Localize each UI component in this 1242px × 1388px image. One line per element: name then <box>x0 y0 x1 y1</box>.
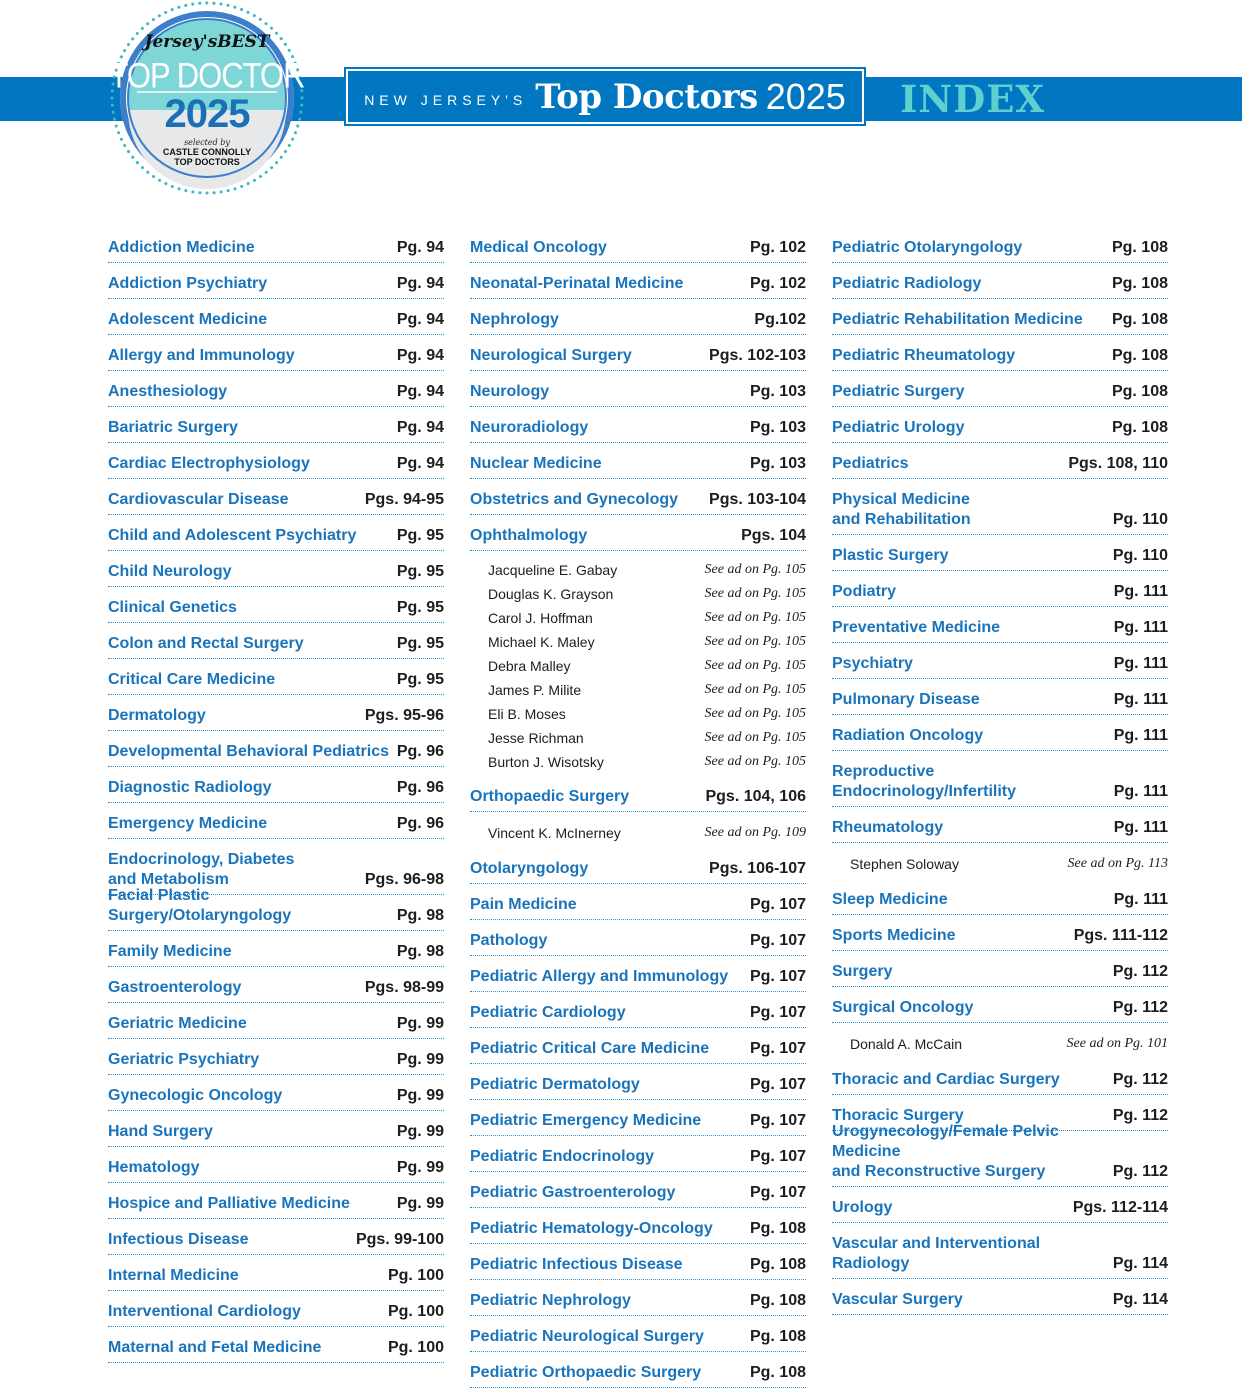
doctor-listing <box>470 605 806 629</box>
page-reference: Pg. 95 <box>396 635 444 652</box>
doctor-listing <box>832 843 1168 879</box>
page-reference: Pg. 95 <box>396 599 444 616</box>
doctor-listing <box>470 749 806 776</box>
index-entry <box>832 1123 1168 1187</box>
specialty-name: Pediatric Hematology-Oncology <box>470 1220 713 1237</box>
page-reference: Pg. 112 <box>1112 1107 1168 1124</box>
index-entry <box>470 407 806 443</box>
page-reference: Pg. 99 <box>396 1123 444 1140</box>
doctor-listing <box>470 725 806 749</box>
index-entry <box>832 227 1168 263</box>
index-entry <box>470 1352 806 1388</box>
title-kicker: NEW JERSEY'S <box>364 91 528 108</box>
specialty-name: Colon and Rectal Surgery <box>108 635 304 652</box>
page-reference: Pg. 94 <box>396 419 444 436</box>
specialty-name: Thoracic Surgery <box>832 1107 964 1124</box>
page-reference: Pg. 108 <box>749 1328 806 1345</box>
index-entry <box>470 776 806 812</box>
page-reference: Pg. 99 <box>396 1195 444 1212</box>
specialty-name: Vascular and Interventional Radiology <box>832 1235 1041 1272</box>
index-entry <box>108 299 444 335</box>
index-entry <box>470 1172 806 1208</box>
page-reference: Pg. 108 <box>749 1256 806 1273</box>
page-reference: Pg. 96 <box>396 743 444 760</box>
page-reference: Pg. 112 <box>1112 1163 1168 1180</box>
specialty-name: Addiction Medicine <box>108 239 255 256</box>
page-reference: Pg. 96 <box>396 779 444 796</box>
specialty-name: Pediatric Emergency Medicine <box>470 1112 702 1129</box>
index-entry <box>470 1100 806 1136</box>
specialty-name: Developmental Behavioral Pediatrics <box>108 743 389 760</box>
specialty-name: Ophthalmology <box>470 527 588 544</box>
specialty-name: Maternal and Fetal Medicine <box>108 1339 322 1356</box>
page-reference: Pg. 95 <box>396 563 444 580</box>
specialty-name: Hand Surgery <box>108 1123 213 1140</box>
specialty-name: Internal Medicine <box>108 1267 239 1284</box>
index-entry <box>832 1279 1168 1315</box>
specialty-name: Nephrology <box>470 311 559 328</box>
specialty-name: Pediatric Allergy and Immunology <box>470 968 729 985</box>
page-reference: Pgs. 96-98 <box>364 871 444 888</box>
index-entry <box>108 931 444 967</box>
index-entry <box>470 263 806 299</box>
specialty-name: Pediatric Infectious Disease <box>470 1256 683 1273</box>
index-entry <box>108 1291 444 1327</box>
index-entry <box>832 915 1168 951</box>
index-entry <box>470 848 806 884</box>
title-year: 2025 <box>765 75 846 117</box>
page-reference: Pg. 108 <box>1111 239 1168 256</box>
badge-selected-by: selected by <box>184 138 230 147</box>
specialty-name: Thoracic and Cardiac Surgery <box>832 1071 1060 1088</box>
page-reference: Pgs. 112-114 <box>1072 1199 1168 1216</box>
doctor-name: Michael K. Maley <box>488 634 595 650</box>
page-reference: Pg. 94 <box>396 275 444 292</box>
index-entry <box>832 715 1168 751</box>
specialty-name: Infectious Disease <box>108 1231 249 1248</box>
specialty-name: Neurological Surgery <box>470 347 632 364</box>
specialty-name: Pathology <box>470 932 548 949</box>
page-reference: Pg. 111 <box>1113 583 1168 600</box>
page-reference: Pgs. 99-100 <box>355 1231 444 1248</box>
index-entry <box>832 951 1168 987</box>
index-entry <box>108 1183 444 1219</box>
specialty-name: Anesthesiology <box>108 383 228 400</box>
page-reference: Pg. 107 <box>749 1148 806 1165</box>
index-entry <box>832 879 1168 915</box>
index-entry <box>470 956 806 992</box>
page-reference: Pg. 98 <box>396 943 444 960</box>
specialty-name: Neonatal-Perinatal Medicine <box>470 275 684 292</box>
doctor-listing <box>470 581 806 605</box>
index-entry <box>470 443 806 479</box>
specialty-name: Pediatric Dermatology <box>470 1076 640 1093</box>
doctor-name: Vincent K. McInerney <box>488 825 621 841</box>
page-reference: Pg. 110 <box>1112 511 1168 528</box>
doctor-name: Stephen Soloway <box>850 856 959 872</box>
index-entry <box>832 679 1168 715</box>
specialty-name: Urogynecology/Female Pelvic Medicine and Reconstructive Surgery <box>832 1123 1059 1180</box>
index-entry <box>108 1039 444 1075</box>
doctor-listing <box>470 677 806 701</box>
index-entry <box>470 1028 806 1064</box>
page-reference: Pg. 107 <box>749 1112 806 1129</box>
page-reference: Pg. 100 <box>387 1267 444 1284</box>
specialty-name: Child and Adolescent Psychiatry <box>108 527 357 544</box>
index-entry <box>108 967 444 1003</box>
index-entry <box>108 1327 444 1363</box>
page-reference: Pg. 103 <box>749 419 806 436</box>
ad-reference: See ad on Pg. 105 <box>704 658 806 673</box>
doctor-name: Debra Malley <box>488 658 571 674</box>
specialty-name: Diagnostic Radiology <box>108 779 272 796</box>
ad-reference: See ad on Pg. 109 <box>704 825 806 840</box>
index-entry <box>832 643 1168 679</box>
index-entry <box>108 1075 444 1111</box>
index-entry <box>470 479 806 515</box>
specialty-name: Pediatric Radiology <box>832 275 982 292</box>
page-reference: Pg. 102 <box>749 239 806 256</box>
page-reference: Pgs. 103-104 <box>709 491 806 508</box>
page-reference: Pg. 107 <box>749 1076 806 1093</box>
specialty-name: Emergency Medicine <box>108 815 268 832</box>
doctor-listing <box>470 701 806 725</box>
page-reference: Pg. 114 <box>1112 1291 1168 1308</box>
specialty-name: Geriatric Psychiatry <box>108 1051 260 1068</box>
index-entry <box>832 479 1168 535</box>
specialty-name: Hematology <box>108 1159 200 1176</box>
ad-reference: See ad on Pg. 105 <box>704 586 806 601</box>
index-entry <box>832 335 1168 371</box>
page-reference: Pg. 111 <box>1113 819 1168 836</box>
index-entry <box>108 263 444 299</box>
page-reference: Pgs. 95-96 <box>364 707 444 724</box>
specialty-name: Clinical Genetics <box>108 599 237 616</box>
page-reference: Pg.102 <box>754 311 806 328</box>
badge-year: 2025 <box>164 92 250 136</box>
specialty-name: Pediatric Urology <box>832 419 965 436</box>
ad-reference: See ad on Pg. 105 <box>704 610 806 625</box>
doctor-name: James P. Milite <box>488 682 582 698</box>
index-entry <box>108 1219 444 1255</box>
specialty-name: Pediatric Neurological Surgery <box>470 1328 704 1345</box>
doctor-listing <box>470 551 806 581</box>
index-entry <box>470 335 806 371</box>
specialty-name: Pediatric Gastroenterology <box>470 1184 676 1201</box>
specialty-name: Psychiatry <box>832 655 913 672</box>
specialty-name: Pediatric Orthopaedic Surgery <box>470 1364 702 1381</box>
specialty-name: Pediatric Rheumatology <box>832 347 1016 364</box>
index-entry <box>470 1136 806 1172</box>
specialty-name: Orthopaedic Surgery <box>470 788 630 805</box>
page-reference: Pgs. 104, 106 <box>705 788 806 805</box>
page-reference: Pg. 111 <box>1113 655 1168 672</box>
index-entry <box>108 443 444 479</box>
index-entry <box>108 1003 444 1039</box>
page-reference: Pg. 99 <box>396 1159 444 1176</box>
index-entry <box>108 623 444 659</box>
specialty-name: Geriatric Medicine <box>108 1015 247 1032</box>
doctor-name: Eli B. Moses <box>488 706 566 722</box>
specialty-name: Physical Medicine and Rehabilitation <box>832 491 971 528</box>
page-reference: Pg. 107 <box>749 968 806 985</box>
doctor-listing <box>470 812 806 848</box>
page-reference: Pgs. 108, 110 <box>1068 455 1168 472</box>
specialty-name: Neurology <box>470 383 550 400</box>
specialty-name: Cardiovascular Disease <box>108 491 289 508</box>
specialty-name: Cardiac Electrophysiology <box>108 455 310 472</box>
page-reference: Pg. 107 <box>749 1184 806 1201</box>
specialty-name: Pediatric Endocrinology <box>470 1148 655 1165</box>
specialty-name: Pediatric Critical Care Medicine <box>470 1040 710 1057</box>
page-reference: Pg. 107 <box>749 896 806 913</box>
specialty-name: Family Medicine <box>108 943 232 960</box>
page-reference: Pg. 94 <box>396 311 444 328</box>
ad-reference: See ad on Pg. 105 <box>704 562 806 577</box>
specialty-name: Pediatrics <box>832 455 909 472</box>
index-entry <box>832 407 1168 443</box>
page-reference: Pg. 108 <box>1111 419 1168 436</box>
index-entry <box>832 535 1168 571</box>
page-reference: Pg. 95 <box>396 527 444 544</box>
page-reference: Pg. 108 <box>749 1292 806 1309</box>
page-reference: Pg. 94 <box>396 383 444 400</box>
page-reference: Pg. 95 <box>396 671 444 688</box>
doctor-listing <box>832 1023 1168 1059</box>
index-entry <box>832 987 1168 1023</box>
page-reference: Pg. 99 <box>396 1087 444 1104</box>
specialty-name: Gynecologic Oncology <box>108 1087 283 1104</box>
index-entry <box>108 659 444 695</box>
doctor-name: Carol J. Hoffman <box>488 610 593 626</box>
page-reference: Pg. 96 <box>396 815 444 832</box>
ad-reference: See ad on Pg. 105 <box>704 706 806 721</box>
specialty-name: Reproductive Endocrinology/Infertility <box>832 763 1017 800</box>
index-entry <box>108 767 444 803</box>
doctor-name: Donald A. McCain <box>850 1036 963 1052</box>
index-entry <box>470 920 806 956</box>
page-reference: Pg. 112 <box>1112 963 1168 980</box>
specialty-name: Facial Plastic Surgery/Otolaryngology <box>108 887 292 924</box>
page-reference: Pg. 103 <box>749 383 806 400</box>
doctor-name: Douglas K. Grayson <box>488 586 614 602</box>
page-reference: Pgs. 106-107 <box>709 860 806 877</box>
page-reference: Pg. 108 <box>1111 347 1168 364</box>
ad-reference: See ad on Pg. 113 <box>1067 856 1168 871</box>
page-reference: Pgs. 111-112 <box>1073 927 1168 944</box>
index-entry <box>108 587 444 623</box>
page-reference: Pgs. 102-103 <box>709 347 806 364</box>
page-title-box <box>344 67 866 126</box>
page-reference: Pg. 94 <box>396 455 444 472</box>
ad-reference: See ad on Pg. 105 <box>704 634 806 649</box>
index-entry <box>108 695 444 731</box>
index-entry <box>108 515 444 551</box>
index-entry <box>470 1208 806 1244</box>
index-column-3 <box>832 227 1168 1315</box>
page-reference: Pg. 98 <box>396 907 444 924</box>
page-reference: Pgs. 98-99 <box>364 979 444 996</box>
page-reference: Pg. 100 <box>387 1303 444 1320</box>
index-heading: INDEX <box>900 77 1046 121</box>
specialty-name: Surgical Oncology <box>832 999 974 1016</box>
page-reference: Pg. 114 <box>1112 1255 1168 1272</box>
specialty-name: Sports Medicine <box>832 927 956 944</box>
specialty-name: Adolescent Medicine <box>108 311 268 328</box>
index-entry <box>108 371 444 407</box>
specialty-name: Child Neurology <box>108 563 232 580</box>
specialty-name: Otolaryngology <box>470 860 589 877</box>
specialty-name: Critical Care Medicine <box>108 671 276 688</box>
page-reference: Pg. 103 <box>749 455 806 472</box>
index-entry <box>470 515 806 551</box>
ad-reference: See ad on Pg. 105 <box>704 754 806 769</box>
specialty-name: Pediatric Surgery <box>832 383 965 400</box>
index-entry <box>108 1111 444 1147</box>
index-entry <box>832 607 1168 643</box>
page-reference: Pg. 108 <box>1111 311 1168 328</box>
badge-title: TOP DOCTOR <box>109 55 305 96</box>
index-entry <box>832 263 1168 299</box>
page-reference: Pg. 112 <box>1112 1071 1168 1088</box>
page-reference: Pg. 107 <box>749 1004 806 1021</box>
index-entry <box>470 1316 806 1352</box>
index-entry <box>108 551 444 587</box>
specialty-name: Gastroenterology <box>108 979 242 996</box>
specialty-name: Sleep Medicine <box>832 891 948 908</box>
index-column-1 <box>108 227 444 1363</box>
specialty-name: Bariatric Surgery <box>108 419 238 436</box>
page-reference: Pg. 94 <box>396 347 444 364</box>
specialty-name: Dermatology <box>108 707 206 724</box>
page-reference: Pg. 112 <box>1112 999 1168 1016</box>
specialty-name: Pediatric Cardiology <box>470 1004 626 1021</box>
page-reference: Pg. 111 <box>1113 691 1168 708</box>
page-reference: Pg. 111 <box>1113 891 1168 908</box>
index-entry <box>108 407 444 443</box>
page-reference: Pg. 111 <box>1113 727 1168 744</box>
index-entry <box>832 1223 1168 1279</box>
page-reference: Pg. 110 <box>1112 547 1168 564</box>
index-entry <box>832 1059 1168 1095</box>
doctor-listing <box>470 629 806 653</box>
index-entry <box>832 807 1168 843</box>
badge-brand: Jersey'sBEST <box>144 32 270 52</box>
top-doctor-badge <box>107 0 307 200</box>
specialty-name: Vascular Surgery <box>832 1291 963 1308</box>
specialty-name: Pediatric Rehabilitation Medicine <box>832 311 1083 328</box>
index-entry <box>470 1064 806 1100</box>
page-reference: Pg. 99 <box>396 1051 444 1068</box>
specialty-name: Nuclear Medicine <box>470 455 602 472</box>
index-column-2 <box>470 227 806 1388</box>
specialty-name: Urology <box>832 1199 893 1216</box>
page-reference: Pg. 108 <box>1111 275 1168 292</box>
page-reference: Pg. 108 <box>1111 383 1168 400</box>
doctor-listing <box>470 653 806 677</box>
specialty-name: Pediatric Otolaryngology <box>832 239 1023 256</box>
ad-reference: See ad on Pg. 105 <box>704 730 806 745</box>
index-entry <box>832 751 1168 807</box>
index-entry <box>108 1255 444 1291</box>
page-reference: Pg. 102 <box>749 275 806 292</box>
page-reference: Pg. 108 <box>749 1364 806 1381</box>
specialty-name: Hospice and Palliative Medicine <box>108 1195 350 1212</box>
page-reference: Pg. 94 <box>396 239 444 256</box>
specialty-name: Pain Medicine <box>470 896 577 913</box>
index-entry <box>832 1187 1168 1223</box>
page-reference: Pgs. 94-95 <box>364 491 444 508</box>
index-entry <box>108 479 444 515</box>
index-entry <box>470 371 806 407</box>
index-entry <box>832 371 1168 407</box>
specialty-name: Podiatry <box>832 583 897 600</box>
doctor-name: Burton J. Wisotsky <box>488 754 604 770</box>
page-reference: Pg. 108 <box>749 1220 806 1237</box>
specialty-name: Plastic Surgery <box>832 547 949 564</box>
page-reference: Pg. 111 <box>1113 783 1168 800</box>
specialty-name: Rheumatology <box>832 819 944 836</box>
index-entry <box>108 887 444 931</box>
specialty-name: Addiction Psychiatry <box>108 275 268 292</box>
specialty-name: Endocrinology, Diabetes and Metabolism <box>108 851 295 888</box>
index-entry <box>108 227 444 263</box>
specialty-name: Pulmonary Disease <box>832 691 980 708</box>
specialty-name: Medical Oncology <box>470 239 607 256</box>
index-entry <box>470 1280 806 1316</box>
index-entry <box>470 992 806 1028</box>
index-entry <box>832 443 1168 479</box>
specialty-name: Radiation Oncology <box>832 727 984 744</box>
index-entry <box>108 1147 444 1183</box>
specialty-name: Allergy and Immunology <box>108 347 295 364</box>
index-entry <box>470 884 806 920</box>
page-reference: Pg. 107 <box>749 932 806 949</box>
doctor-name: Jesse Richman <box>488 730 584 746</box>
index-entry <box>470 227 806 263</box>
page-reference: Pgs. 104 <box>741 527 806 544</box>
badge-org-line-2: TOP DOCTORS <box>174 157 240 167</box>
ad-reference: See ad on Pg. 101 <box>1066 1036 1168 1051</box>
page-title: Top Doctors <box>535 76 758 117</box>
specialty-name: Interventional Cardiology <box>108 1303 301 1320</box>
page-reference: Pg. 107 <box>749 1040 806 1057</box>
doctor-name: Jacqueline E. Gabay <box>488 562 618 578</box>
index-entry <box>108 803 444 839</box>
page-reference: Pg. 111 <box>1113 619 1168 636</box>
page-reference: Pg. 99 <box>396 1015 444 1032</box>
specialty-name: Preventative Medicine <box>832 619 1001 636</box>
specialty-name: Neuroradiology <box>470 419 589 436</box>
index-entry <box>470 1244 806 1280</box>
index-entry <box>832 299 1168 335</box>
index-entry <box>108 731 444 767</box>
specialty-name: Obstetrics and Gynecology <box>470 491 679 508</box>
index-entry <box>832 571 1168 607</box>
ad-reference: See ad on Pg. 105 <box>704 682 806 697</box>
index-entry <box>108 335 444 371</box>
specialty-name: Surgery <box>832 963 893 980</box>
badge-organization <box>107 147 307 167</box>
specialty-name: Pediatric Nephrology <box>470 1292 631 1309</box>
page-reference: Pg. 100 <box>387 1339 444 1356</box>
badge-org-line-1: CASTLE CONNOLLY <box>162 147 252 157</box>
index-entry <box>470 299 806 335</box>
